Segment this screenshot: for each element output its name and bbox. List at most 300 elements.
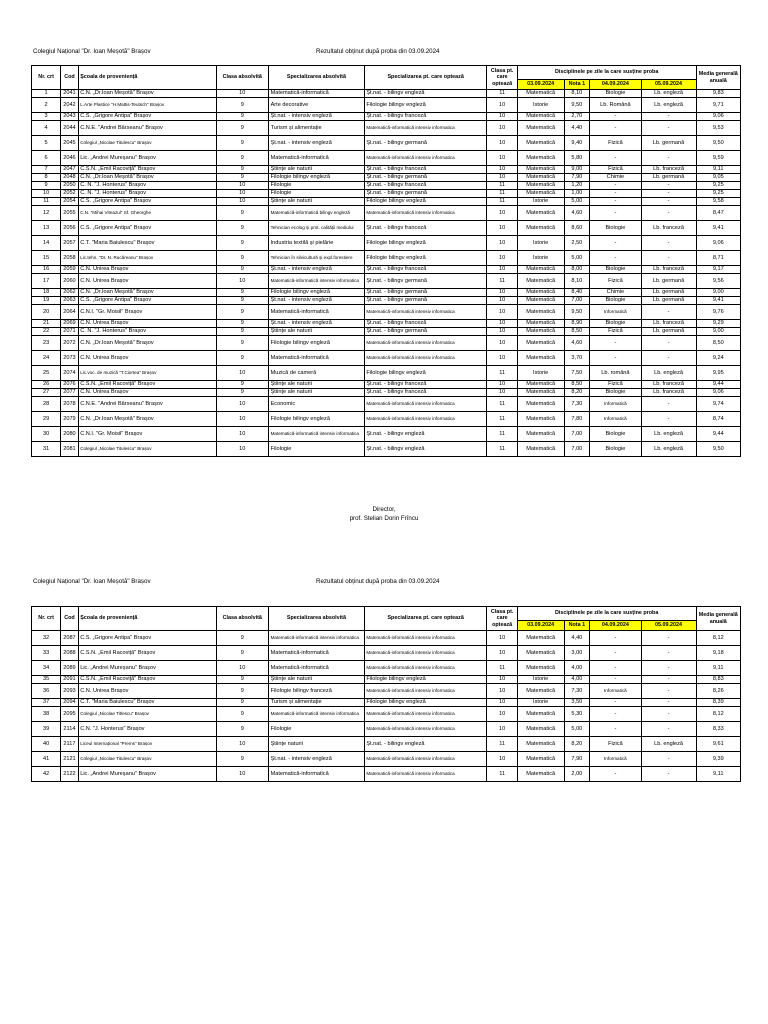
cell-cod: 2088 [61,646,79,661]
cell-spec-abs: Matematică-informatică [269,646,365,661]
cell-nota: 8,90 [564,320,590,328]
cell-disc-1: Matematică [517,684,564,699]
cell-spec-opt: Matematică-informatică intensiv informatica [364,767,487,782]
table-row [32,289,741,297]
cell-media: 8,39 [696,699,740,707]
cell-nr: 41 [32,752,61,767]
cell-clasa: 9 [216,707,269,722]
cell-scoala: Colegiul „Nicolae Titulescu" Brașov [78,442,216,457]
cell-media: 9,11 [696,767,740,782]
cell-disc-1: Matematică [517,707,564,722]
cell-scoala: C.T. "Maria Baiulescu" Brașov [78,699,216,707]
cell-media: 9,50 [696,442,740,457]
cell-disc-2: - [590,190,641,198]
cell-disc-2: Chimie [590,289,641,297]
cell-scoala: Lic.voc. de muzică "T.Ciortea" Brașov [78,366,216,381]
cell-cod: 2081 [61,442,79,457]
cell-spec-opt: Șt.nat. - bilingv engleză [364,90,487,98]
cell-scoala: C.N. Unirea Brașov [78,274,216,289]
header-cod: Cod [61,66,79,90]
cell-spec-abs: Științe ale naturii [269,198,365,206]
cell-nota: 3,50 [564,699,590,707]
cell-clasa-opt: 10 [487,221,517,236]
cell-spec-opt: Șt.nat. - bilingv franceză [364,266,487,274]
cell-cod: 2059 [61,266,79,274]
cell-disc-2: Fizică [590,328,641,336]
cell-disc-3: Lb. germană [641,274,696,289]
header-date-1: 03.09.2024 [517,621,564,631]
cell-disc-2: Biologie [590,389,641,397]
cell-nr: 38 [32,707,61,722]
cell-nr: 13 [32,221,61,236]
cell-disc-3: - [641,236,696,251]
table-row [32,236,741,251]
cell-nr: 32 [32,631,61,646]
cell-scoala: C.N.E. "Andrei Bârseanu" Brașov [78,121,216,136]
table-row [32,151,741,166]
cell-clasa-opt: 10 [487,289,517,297]
table-row [32,305,741,320]
school-name: Colegiul Național "Dr. Ioan Meșotă" Brașov [33,48,151,55]
cell-disc-3: - [641,676,696,684]
cell-disc-3: Lb. germană [641,136,696,151]
cell-disc-2: Informatică [590,752,641,767]
cell-spec-opt: Matematică-informatică intensiv informatica [364,151,487,166]
cell-scoala: C.N. "J. Honterus" Brașov [78,722,216,737]
header-date-2: 04.09.2024 [590,80,641,90]
cell-spec-opt: Șt.nat. - bilingv franceză [364,166,487,174]
cell-disc-3: - [641,336,696,351]
cell-cod: 2095 [61,707,79,722]
table-row [32,412,741,427]
cell-spec-abs: Filologie bilingv engleză [269,336,365,351]
cell-spec-opt: Șt.nat. - bilingv franceză [364,381,487,389]
cell-disc-3: Lb. franceză [641,266,696,274]
cell-scoala: C. N. "J. Honterus" Brașov [78,182,216,190]
cell-scoala: C.S. „Grigore Antipa" Brașov [78,221,216,236]
table-row [32,221,741,236]
cell-clasa: 9 [216,752,269,767]
cell-clasa: 9 [216,98,269,113]
cell-disc-2: Fizică [590,381,641,389]
cell-clasa: 9 [216,113,269,121]
cell-disc-3: - [641,767,696,782]
cell-cod: 2114 [61,722,79,737]
cell-clasa-opt: 11 [487,737,517,752]
cell-cod: 2073 [61,351,79,366]
cell-scoala: C. N. "J. Honterus" Brașov [78,328,216,336]
cell-disc-1: Matematică [517,166,564,174]
cell-cod: 2076 [61,381,79,389]
cell-clasa-opt: 10 [487,98,517,113]
cell-clasa: 9 [216,722,269,737]
cell-spec-abs: Filologie bilingv franceză [269,684,365,699]
cell-clasa: 10 [216,442,269,457]
cell-clasa: 10 [216,198,269,206]
cell-disc-3: - [641,707,696,722]
cell-disc-1: Matematică [517,90,564,98]
cell-scoala: C.N. "Mihai Viteazul" Sf. Gheorghe [78,206,216,221]
page-2 [0,570,768,1024]
cell-disc-3: - [641,151,696,166]
cell-clasa: 9 [216,351,269,366]
cell-media: 8,12 [696,707,740,722]
header-date-3: 05.09.2024 [641,621,696,631]
cell-disc-3: Lb. engleză [641,98,696,113]
cell-media: 9,61 [696,737,740,752]
cell-clasa-opt: 11 [487,182,517,190]
header-spec-abs: Specializarea absolvită [269,607,365,631]
cell-nr: 24 [32,351,61,366]
cell-nota: 8,10 [564,90,590,98]
cell-clasa: 10 [216,427,269,442]
cell-cod: 2058 [61,251,79,266]
cell-clasa: 9 [216,297,269,305]
cell-spec-abs: Șt.nat. - intensiv engleză [269,752,365,767]
cell-nota: 4,40 [564,121,590,136]
table-row [32,442,741,457]
cell-media: 9,06 [696,236,740,251]
cell-disc-2: - [590,722,641,737]
cell-clasa-opt: 10 [487,381,517,389]
cell-disc-2: - [590,198,641,206]
header-spec-opt: Specializarea pt. care optează [364,66,487,90]
cell-clasa-opt: 10 [487,136,517,151]
cell-spec-opt: Matematică-informatică intensiv informatica [364,631,487,646]
cell-spec-abs: Tehnician în silvicultură și expl.forestiere [269,251,365,266]
cell-scoala: Colegiul „Nicolae Titulescu" Brașov [78,752,216,767]
cell-disc-1: Matematică [517,190,564,198]
cell-media: 9,11 [696,661,740,676]
cell-clasa-opt: 11 [487,661,517,676]
cell-clasa-opt: 10 [487,320,517,328]
cell-disc-1: Istorie [517,251,564,266]
cell-clasa: 10 [216,190,269,198]
cell-spec-abs: Științe ale naturii [269,381,365,389]
cell-cod: 2089 [61,661,79,676]
cell-disc-2: Lb. română [590,366,641,381]
cell-cod: 2064 [61,305,79,320]
cell-spec-abs: Tehnician ecolog și prot. calității mediului [269,221,365,236]
table-row [32,320,741,328]
cell-spec-abs: Științe ale naturii [269,328,365,336]
cell-scoala: C.S.N. „Emil Racoviță" Brașov [78,166,216,174]
cell-media: 8,47 [696,206,740,221]
cell-spec-abs: Șt.nat. - intensiv engleză [269,136,365,151]
header-nota: Nota 1 [564,80,590,90]
cell-media: 9,00 [696,289,740,297]
cell-spec-opt: Șt.nat. - bilingv franceză [364,389,487,397]
cell-disc-3: - [641,699,696,707]
cell-scoala: C.N. Unirea Brașov [78,351,216,366]
cell-disc-2: - [590,351,641,366]
table-row [32,767,741,782]
cell-clasa: 9 [216,221,269,236]
cell-scoala: C.N. Unirea Brașov [78,389,216,397]
cell-clasa-opt: 10 [487,389,517,397]
cell-nota: 9,00 [564,166,590,174]
cell-clasa-opt: 10 [487,646,517,661]
signature-block [0,506,768,523]
cell-nota: 7,80 [564,412,590,427]
header-clasa: Clasa absolvită [216,66,269,90]
cell-disc-1: Matematică [517,389,564,397]
table-row [32,684,741,699]
cell-disc-2: Informatică [590,684,641,699]
cell-nota: 5,00 [564,251,590,266]
cell-clasa-opt: 10 [487,174,517,182]
cell-spec-abs: Turism și alimentație [269,699,365,707]
cell-spec-opt: Șt.nat. - bilingv franceză [364,182,487,190]
cell-disc-3: Lb. germană [641,328,696,336]
cell-spec-opt: Matematică-informatică intensiv informatica [364,684,487,699]
cell-spec-opt: Șt.nat. - bilingv germană [364,190,487,198]
cell-scoala: C.S. „Grigore Antipa" Brașov [78,113,216,121]
cell-spec-abs: Matematică-informatică [269,90,365,98]
cell-scoala: C.S. „Grigore Antipa" Brașov [78,198,216,206]
cell-scoala: C.N. Unirea Brașov [78,266,216,274]
cell-disc-3: Lb. franceză [641,221,696,236]
table-row [32,631,741,646]
cell-nota: 8,50 [564,381,590,389]
cell-cod: 2041 [61,90,79,98]
cell-disc-1: Matematică [517,174,564,182]
cell-nota: 8,50 [564,328,590,336]
table-row [32,328,741,336]
cell-disc-1: Matematică [517,182,564,190]
cell-clasa: 10 [216,274,269,289]
cell-spec-abs: Șt.nat. - intensiv engleză [269,266,365,274]
cell-clasa: 9 [216,151,269,166]
cell-disc-1: Istorie [517,236,564,251]
cell-disc-3: Lb. germană [641,289,696,297]
cell-spec-abs: Științe ale naturii [269,676,365,684]
cell-nr: 18 [32,289,61,297]
cell-spec-opt: Matematică-informatică intensiv informatica [364,336,487,351]
cell-clasa: 10 [216,767,269,782]
cell-nota: 2,50 [564,236,590,251]
cell-spec-opt: Filologie bilingv engleză [364,699,487,707]
cell-spec-opt: Matematică-informatică intensiv informatica [364,722,487,737]
cell-disc-3: - [641,351,696,366]
table-row [32,136,741,151]
cell-cod: 2087 [61,631,79,646]
cell-nr: 34 [32,661,61,676]
cell-disc-3: - [641,722,696,737]
cell-media: 9,58 [696,198,740,206]
cell-disc-2: Biologie [590,266,641,274]
cell-scoala: L.Arte Plastice "H.Mattis-Teutsch" Brașov [78,98,216,113]
cell-nr: 39 [32,722,61,737]
cell-cod: 2078 [61,397,79,412]
header-nr: Nr. crt [32,607,61,631]
cell-disc-2: Fizică [590,166,641,174]
cell-disc-2: - [590,182,641,190]
cell-cod: 2045 [61,136,79,151]
table-row [32,646,741,661]
cell-spec-abs: Economic [269,397,365,412]
cell-nr: 33 [32,646,61,661]
cell-spec-opt: Matematică-informatică intensiv informatica [364,397,487,412]
cell-spec-abs: Arte decorative [269,98,365,113]
cell-disc-2: - [590,707,641,722]
table-row [32,722,741,737]
cell-cod: 2043 [61,113,79,121]
cell-clasa-opt: 10 [487,297,517,305]
cell-nr: 36 [32,684,61,699]
cell-cod: 2071 [61,328,79,336]
cell-nota: 8,20 [564,737,590,752]
cell-nota: 8,20 [564,389,590,397]
cell-nr: 9 [32,182,61,190]
cell-disc-2: Biologie [590,427,641,442]
cell-scoala: Colegiul „Nicolae Titlescu" Brașov [78,707,216,722]
table-body-2 [32,631,741,782]
cell-scoala: C.N. „Dr.Ioan Meșotă" Brașov [78,174,216,182]
cell-media: 9,59 [696,151,740,166]
cell-disc-3: - [641,206,696,221]
cell-spec-abs: Șt.nat. - intensiv engleză [269,113,365,121]
cell-disc-1: Matematică [517,221,564,236]
cell-nr: 3 [32,113,61,121]
cell-disc-3: Lb. engleză [641,442,696,457]
cell-disc-1: Istorie [517,676,564,684]
cell-nr: 29 [32,412,61,427]
cell-disc-1: Matematică [517,351,564,366]
cell-spec-opt: Matematică-informatică intensiv informatica [364,351,487,366]
cell-cod: 2117 [61,737,79,752]
cell-nr: 27 [32,389,61,397]
table-row [32,707,741,722]
cell-disc-1: Matematică [517,737,564,752]
cell-clasa-opt: 10 [487,707,517,722]
cell-disc-1: Matematică [517,631,564,646]
cell-spec-opt: Matematică-informatică intensiv informatica [364,305,487,320]
cell-spec-abs: Filologie bilingv engleză [269,174,365,182]
header-disc: Disciplinele pe zile la care susține proba [517,66,696,80]
cell-clasa: 9 [216,136,269,151]
cell-disc-1: Matematică [517,442,564,457]
cell-disc-1: Istorie [517,198,564,206]
cell-spec-opt: Șt.nat. - bilingv franceză [364,221,487,236]
cell-spec-opt: Șt.nat. - bilingv franceză [364,320,487,328]
cell-disc-1: Matematică [517,305,564,320]
cell-spec-opt: Filologie bilingv engleză [364,676,487,684]
table-row [32,366,741,381]
table-row [32,198,741,206]
cell-disc-2: - [590,236,641,251]
cell-scoala: Lic. „Andrei Mureșanu" Brașov [78,661,216,676]
cell-cod: 2054 [61,198,79,206]
cell-disc-1: Matematică [517,661,564,676]
cell-disc-3: - [641,182,696,190]
cell-disc-2: Biologie [590,320,641,328]
cell-spec-opt: Matematică-informatică intensiv informatica [364,121,487,136]
cell-cod: 2063 [61,297,79,305]
cell-cod: 2069 [61,320,79,328]
cell-disc-1: Matematică [517,151,564,166]
cell-nr: 5 [32,136,61,151]
cell-disc-3: Lb. engleză [641,737,696,752]
cell-nr: 31 [32,442,61,457]
cell-disc-2: Informatică [590,305,641,320]
cell-clasa: 9 [216,166,269,174]
cell-nota: 3,70 [564,351,590,366]
cell-disc-1: Istorie [517,366,564,381]
cell-nr: 20 [32,305,61,320]
cell-nota: 1,00 [564,190,590,198]
cell-spec-abs: Filologie [269,190,365,198]
cell-clasa: 9 [216,320,269,328]
cell-disc-1: Matematică [517,113,564,121]
cell-spec-opt: Șt.nat. - bilingv engleză [364,442,487,457]
cell-disc-3: - [641,397,696,412]
cell-nota: 2,70 [564,113,590,121]
cell-clasa-opt: 11 [487,767,517,782]
cell-disc-3: - [641,752,696,767]
cell-spec-abs: Matematică-informatică [269,151,365,166]
result-title-2: Rezultatul obținut după proba din 03.09.2024 [316,578,440,585]
cell-scoala: C.S. „Grigore Antipa" Brașov [78,297,216,305]
cell-scoala: C.S.N. „Emil Racoviță" Brașov [78,381,216,389]
cell-scoala: C.T. "Maria Baiulescu" Brașov [78,236,216,251]
cell-clasa-opt: 11 [487,366,517,381]
cell-disc-2: Fizică [590,274,641,289]
cell-scoala: C.N. „Dr.Ioan Meșotă" Brașov [78,412,216,427]
cell-cod: 2079 [61,412,79,427]
cell-clasa: 9 [216,121,269,136]
result-title: Rezultatul obținut după proba din 03.09.2024 [316,48,440,55]
cell-spec-opt: Matematică-informatică intensiv informatica [364,752,487,767]
cell-disc-3: Lb. franceză [641,381,696,389]
cell-nota: 5,30 [564,707,590,722]
signature-name: prof. Stelian Dorin Frîncu [349,514,419,522]
table-row [32,274,741,289]
cell-spec-opt: Matematică-informatică intensiv informatica [364,206,487,221]
cell-cod: 2055 [61,206,79,221]
header-nota: Nota 1 [564,621,590,631]
cell-disc-2: - [590,699,641,707]
cell-clasa: 10 [216,366,269,381]
cell-cod: 2047 [61,166,79,174]
cell-disc-3: Lb. engleză [641,427,696,442]
cell-media: 9,71 [696,98,740,113]
cell-spec-abs: Filologie [269,442,365,457]
header-nr: Nr. crt [32,66,61,90]
cell-spec-abs: Șt.nat. - intensiv engleză [269,320,365,328]
cell-disc-3: - [641,198,696,206]
cell-nota: 9,50 [564,305,590,320]
cell-spec-opt: Șt.nat. - bilingv germană [364,174,487,182]
cell-disc-3: Lb. franceză [641,320,696,328]
cell-media: 9,25 [696,182,740,190]
cell-spec-abs: Filologie bilingv engleză [269,412,365,427]
cell-nota: 1,20 [564,182,590,190]
cell-media: 9,00 [696,328,740,336]
cell-nr: 25 [32,366,61,381]
header-clasa-opt: Clasa pt. care optează [487,607,517,631]
cell-clasa: 10 [216,90,269,98]
cell-cod: 2077 [61,389,79,397]
cell-clasa-opt: 10 [487,722,517,737]
cell-disc-3: - [641,631,696,646]
cell-clasa-opt: 11 [487,274,517,289]
cell-disc-2: Biologie [590,442,641,457]
cell-media: 9,41 [696,297,740,305]
cell-nota: 5,00 [564,198,590,206]
cell-disc-1: Matematică [517,336,564,351]
cell-nr: 16 [32,266,61,274]
